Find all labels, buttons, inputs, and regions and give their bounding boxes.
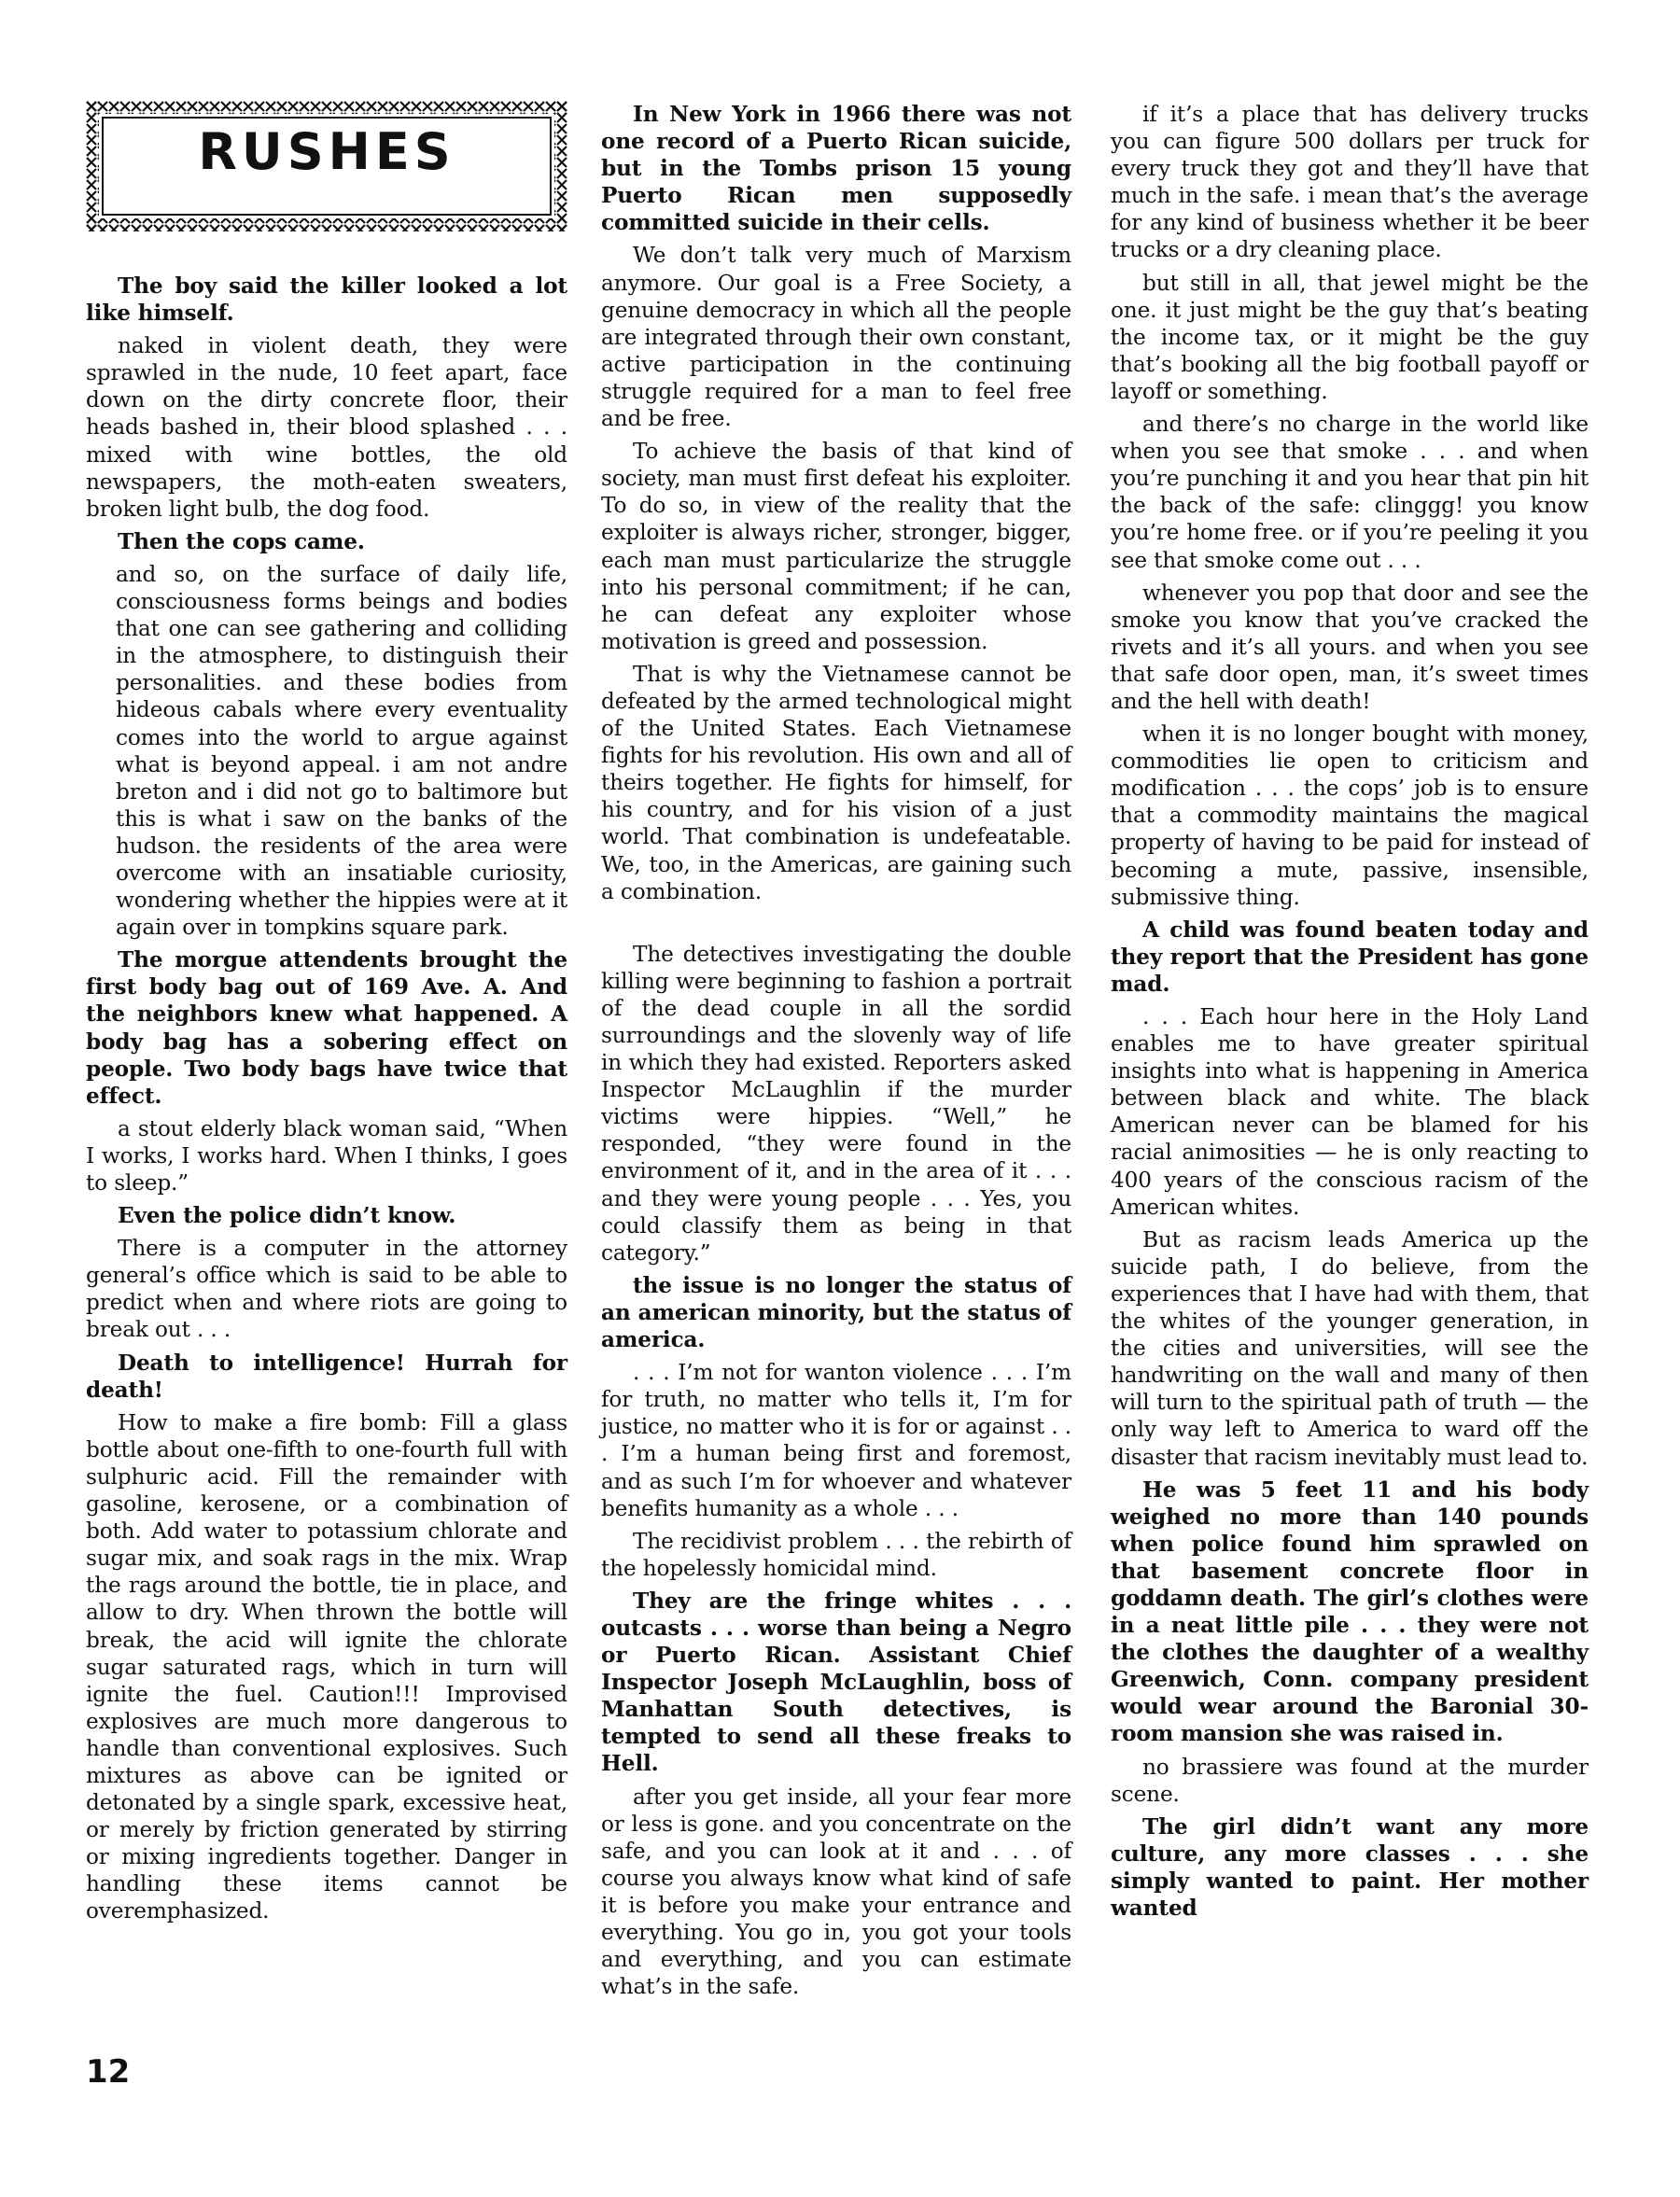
column-middle	[601, 101, 1071, 2006]
paragraph: They are the fringe whites . . . outcasts . . . worse than being a Negro or Puerto Rican. Assistant Chief Inspector Joseph McLaughlin, boss of Manhattan South detectives, is tempted to send all these freaks to Hell.	[601, 1588, 1071, 1777]
paragraph: There is a computer in the attorney general’s office which is said to be able to predict when and where riots are going to break out . . .	[86, 1236, 567, 1343]
paragraph: The girl didn’t want any more culture, any more classes . . . she simply wanted to paint. Her mother wanted	[1111, 1813, 1589, 1921]
paragraph: The recidivist problem . . . the rebirth of the hopelessly homicidal mind.	[601, 1528, 1071, 1581]
paragraph: whenever you pop that door and see the smoke you know that you’ve cracked the rivets and it’s all yours. and when you see that safe door open, man, it’s sweet times and the hell with death!	[1111, 580, 1589, 714]
paragraph: if it’s a place that has delivery trucks you can figure 500 dollars per truck for every truck they got and they’ll have that much in the safe. i mean that’s the average for any kind of business whether it be beer trucks or a dry cleaning place.	[1111, 102, 1589, 263]
title-box	[86, 101, 567, 231]
paragraph: after you get inside, all your fear more or less is gone. and you concentrate on the safe, and you can look at it and . . . of course you always know what kind of safe it is before you make your entrance and everything. You go in, you got your tools and everything, and you can estimate what’s in the safe.	[601, 1784, 1071, 2000]
paragraph: no brassiere was found at the murder scene.	[1111, 1754, 1589, 1807]
paragraph: and so, on the surface of daily life, consciousness forms beings and bodies that one can see gathering and colliding in the atmosphere, to distinguish their personalities. and these bodies from hideous cabals where every eventuality comes into the world to argue against what is beyond appeal. i am not andre breton and i did not go to baltimore but this is what i saw on the banks of the hudson. the residents of the area were overcome with an insatiable curiosity, wondering whether the hippies were at it again over in tompkins square park.	[116, 561, 567, 941]
paragraph: . . . Each hour here in the Holy Land enables me to have greater spiritual insights into what is happening in America between black and white. The black American never can be blamed for his racial animosities — he is only reacting to 400 years of the conscious racism of the American whites.	[1111, 1004, 1589, 1220]
column-right	[1111, 101, 1589, 1927]
paragraph: but still in all, that jewel might be the one. it just might be the guy that’s beating the income tax, or it might be the guy that’s booking all the big football payoff or layoff or something.	[1111, 270, 1589, 404]
paragraph: But as racism leads America up the suicide path, I do believe, from the experiences that I have had with them, that the whites of the younger generation, in the cities and universities, will see the handwriting on the wall and many of then will turn to the spiritual path of truth — the only way left to America to ward off the disaster that racism inevitably must lead to.	[1111, 1226, 1589, 1470]
paragraph: The detectives investigating the double killing were beginning to fashion a portrait of the dead couple in all the sordid surroundings and the slovenly way of life in which they had existed. Reporters asked Inspector McLaughlin if the murder victims were hippies. “Well,” he responded, “they were found in the environment of it, and in the area of it . . . and they were young people . . . Yes, you could classify them as being in that category.”	[601, 941, 1071, 1266]
paragraph: That is why the Vietnamese cannot be defeated by the armed technological might of the United States. Each Vietnamese fights for his revolution. His own and all of theirs together. He fights for himself, for his country, and for his vision of a just world. That combination is undefeatable. We, too, in the Americas, are gaining such a combination.	[601, 661, 1071, 904]
paragraph: a stout elderly black woman said, “When I works, I works hard. When I thinks, I goes to sleep.”	[86, 1115, 567, 1196]
paragraph: He was 5 feet 11 and his body weighed no more than 140 pounds when police found him sprawled on that basement concrete floor in goddamn death. The girl’s clothes were in a neat little pile . . . they were not the clothes the daughter of a wealthy Greenwich, Conn. company president would wear around the Baronial 30-room mansion she was raised in.	[1111, 1476, 1589, 1747]
section-title: RUSHES	[198, 122, 455, 181]
paragraph: . . . I’m not for wanton violence . . . I’m for truth, no matter who tells it, I’m for justice, no matter who it is for or against . . . I’m a human being first and foremost, and as such I’m for whoever and whatever benefits humanity as a whole . . .	[601, 1360, 1071, 1521]
column-left	[86, 101, 567, 1931]
paragraph: We don’t talk very much of Marxism anymore. Our goal is a Free Society, a genuine democracy in which all the people are integrated through their own constant, active participation in the continuing struggle required for a man to feel free and be free.	[601, 243, 1071, 432]
paragraph: In New York in 1966 there was not one record of a Puerto Rican suicide, but in the Tombs prison 15 young Puerto Rican men supposedly committed suicide in their cells.	[601, 102, 1071, 236]
paragraph: Death to intelligence! Hurrah for death!	[86, 1350, 567, 1403]
paragraph: when it is no longer bought with money, commodities lie open to criticism and modification . . . the cops’ job is to ensure that a commodity maintains the magical property of having to be paid for instead of becoming a mute, passive, insensible, submissive thing.	[1111, 721, 1589, 910]
paragraph: Then the cops came.	[118, 528, 365, 554]
paragraph: the issue is no longer the status of an american minority, but the status of america.	[601, 1272, 1071, 1353]
paragraph: A child was found beaten today and they report that the President has gone mad.	[1111, 917, 1589, 997]
paragraph: naked in violent death, they were sprawled in the nude, 10 feet apart, face down on the dirty concrete floor, their heads bashed in, their blood splashed . . . mixed with wine bottles, the old newspapers, the moth-eaten sweaters, broken light bulb, the dog food.	[86, 333, 567, 522]
page-number: 12	[86, 2053, 131, 2091]
paragraph: The morgue attendents brought the first body bag out of 169 Ave. A. And the neighbors knew what happened. A body bag has a sobering effect on people. Two body bags have twice that effect.	[86, 947, 567, 1109]
paragraph: Even the police didn’t know.	[118, 1203, 456, 1229]
paragraph: How to make a fire bomb: Fill a glass bottle about one-fifth to one-fourth full with sulphuric acid. Fill the remainder with gasoline, kerosene, or a combination of both. Add water to potassium chlorate and sugar mix, and soak rags in the mix. Wrap the rags around the bottle, tie in place, and allow to dry. When thrown the bottle will break, the acid will ignite the chlorate sugar saturated rags, which in turn will ignite the fuel. Caution!!! Improvised explosives are much more dangerous to handle than conventional explosives. Such mixtures as above can be ignited or detonated by a single spark, excessive heat, or merely by friction generated by stirring or mixing ingredients together. Danger in handling these items cannot be overemphasized.	[86, 1409, 567, 1924]
paragraph: and there’s no charge in the world like when you see that smoke . . . and when you’re punching it and you hear that pin hit the back of the safe: clinggg! you know you’re home free. or if you’re peeling it you see that smoke come out . . .	[1111, 412, 1589, 573]
paragraph: The boy said the killer looked a lot like himself.	[86, 273, 567, 327]
paragraph: To achieve the basis of that kind of society, man must first defeat his exploiter. To do so, in view of the reality that the exploiter is always richer, stronger, bigger, each man must particularize the struggle into his personal commitment; if he can, he can defeat any exploiter whose motivation is greed and possession.	[601, 439, 1071, 654]
